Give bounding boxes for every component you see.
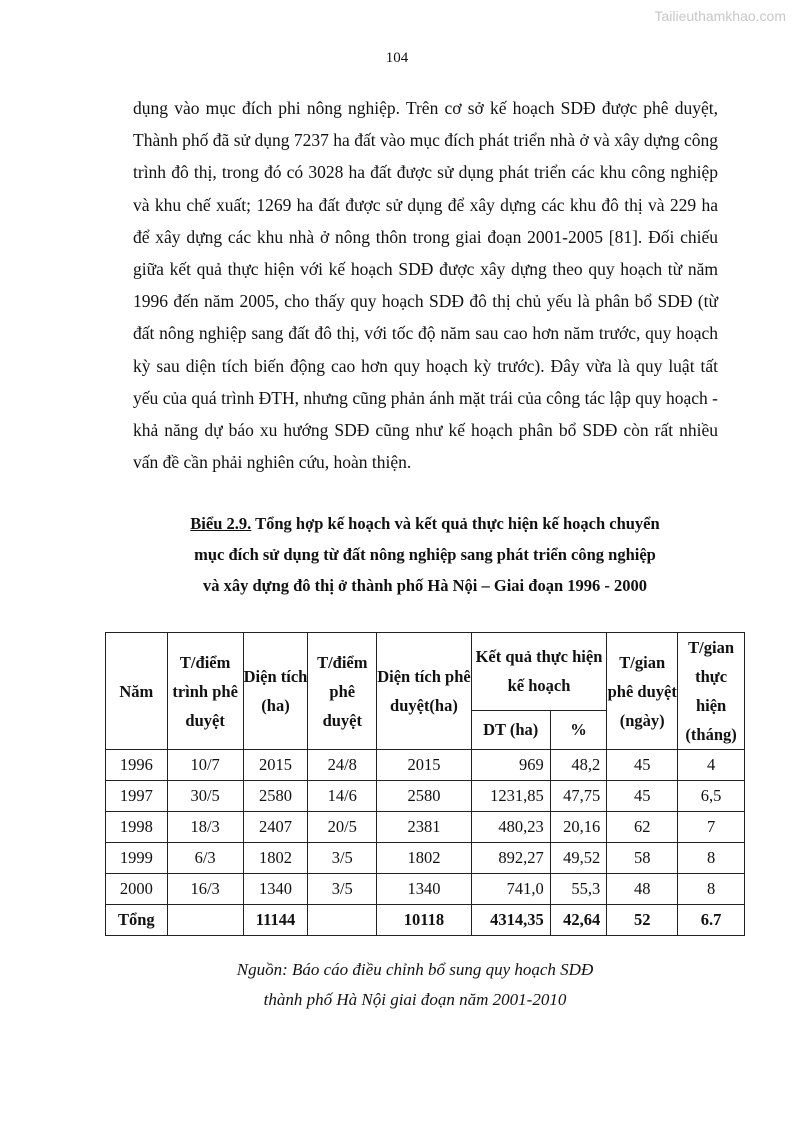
cell-approval-duration: 62 xyxy=(607,812,678,843)
cell-approval-duration: 58 xyxy=(607,843,678,874)
cell-total-result-area: 4314,35 xyxy=(471,905,550,936)
cell-approved-time: 3/5 xyxy=(308,843,377,874)
cell-approval-time: 16/3 xyxy=(167,874,243,905)
header-result-percent: % xyxy=(550,710,607,749)
table-row xyxy=(106,874,745,905)
cell-approval-duration: 45 xyxy=(607,781,678,812)
cell-approval-time: 18/3 xyxy=(167,812,243,843)
header-execution-duration: T/gian thực hiện (tháng) xyxy=(678,633,745,750)
caption-line-2: mục đích sử dụng từ đất nông nghiệp sang phát triển công nghiệp xyxy=(194,545,656,564)
cell-execution-duration: 7 xyxy=(678,812,745,843)
cell-total-approved-area: 10118 xyxy=(377,905,472,936)
cell-area: 1340 xyxy=(243,874,308,905)
cell-result-percent: 49,52 xyxy=(550,843,607,874)
table-row xyxy=(106,843,745,874)
cell-approved-area: 2381 xyxy=(377,812,472,843)
header-approved-time: T/điểm phê duyệt xyxy=(308,633,377,750)
cell-area: 2015 xyxy=(243,750,308,781)
cell-result-area: 1231,85 xyxy=(471,781,550,812)
cell-year: 1998 xyxy=(106,812,168,843)
cell-area: 2580 xyxy=(243,781,308,812)
watermark: Tailieuthamkhao.com xyxy=(654,8,786,24)
table-caption xyxy=(120,508,730,601)
cell-area: 1802 xyxy=(243,843,308,874)
cell-approval-time: 6/3 xyxy=(167,843,243,874)
cell-approved-time: 20/5 xyxy=(308,812,377,843)
cell-total-execution-duration: 6.7 xyxy=(678,905,745,936)
cell-approved-area: 2015 xyxy=(377,750,472,781)
cell-approval-time: 30/5 xyxy=(167,781,243,812)
header-approval-time: T/điểm trình phê duyệt xyxy=(167,633,243,750)
source-line-2: thành phố Hà Nội giai đoạn năm 2001-2010 xyxy=(263,990,567,1009)
caption-line-1 xyxy=(120,508,730,539)
cell-result-percent: 55,3 xyxy=(550,874,607,905)
land-plan-table xyxy=(105,632,745,936)
cell-total-approved-time xyxy=(308,905,377,936)
cell-year: 1997 xyxy=(106,781,168,812)
table-total-row xyxy=(106,905,745,936)
cell-year: 2000 xyxy=(106,874,168,905)
cell-execution-duration: 8 xyxy=(678,843,745,874)
caption-line-3: và xây dựng đô thị ở thành phố Hà Nội – Giai đoạn 1996 - 2000 xyxy=(202,576,647,595)
table-row xyxy=(106,750,745,781)
cell-total-result-percent: 42,64 xyxy=(550,905,607,936)
header-approved-area: Diện tích phê duyệt(ha) xyxy=(377,633,472,750)
cell-total-approval-duration: 52 xyxy=(607,905,678,936)
cell-execution-duration: 6,5 xyxy=(678,781,745,812)
header-year: Năm xyxy=(106,633,168,750)
table-row xyxy=(106,781,745,812)
header-area: Diện tích (ha) xyxy=(243,633,308,750)
cell-approved-area: 2580 xyxy=(377,781,472,812)
cell-approved-time: 24/8 xyxy=(308,750,377,781)
cell-execution-duration: 4 xyxy=(678,750,745,781)
cell-area: 2407 xyxy=(243,812,308,843)
cell-approved-area: 1340 xyxy=(377,874,472,905)
caption-title-1: Tổng hợp kế hoạch và kết quả thực hiện kế hoạch chuyển xyxy=(255,514,660,533)
cell-total-label: Tổng xyxy=(106,905,168,936)
cell-total-approval-time xyxy=(167,905,243,936)
body-paragraph: dụng vào mục đích phi nông nghiệp. Trên cơ sở kế hoạch SDĐ được phê duyệt, Thành phố đã sử dụng 7237 ha đất vào mục đích phát triển nhà ở và xây dựng công trình đô thị, trong đó có 3028 ha đất được sử dụng phát triển các khu công nghiệp và khu chế xuất; 1269 ha đất được sử dụng để xây dựng các khu đô thị và 229 ha để xây dựng các khu nhà ở nông thôn trong giai đoạn 2001-2005 [81]. Đối chiếu giữa kết quả thực hiện với kế hoạch SDĐ được xây dựng theo quy hoạch từ năm 1996 đến năm 2005, cho thấy quy hoạch SDĐ đô thị chủ yếu là phân bổ SDĐ (từ đất nông nghiệp sang đất đô thị, với tốc độ năm sau cao hơn năm trước, quy hoạch kỳ sau diện tích biến động cao hơn quy hoạch kỳ trước). Đây vừa là quy luật tất yếu của quá trình ĐTH, nhưng cũng phản ánh mặt trái của công tác lập quy hoạch - khả năng dự báo xu hướng SDĐ cũng như kế hoạch phân bổ SDĐ còn rất nhiều vấn đề cần phải nghiên cứu, hoàn thiện. xyxy=(133,98,718,473)
table-row xyxy=(106,812,745,843)
source-note xyxy=(120,955,710,1015)
header-result-area: DT (ha) xyxy=(471,710,550,749)
header-approval-duration: T/gian phê duyệt (ngày) xyxy=(607,633,678,750)
caption-label: Biểu 2.9. xyxy=(190,514,252,533)
cell-total-area: 11144 xyxy=(243,905,308,936)
cell-result-area: 480,23 xyxy=(471,812,550,843)
cell-year: 1996 xyxy=(106,750,168,781)
cell-approval-duration: 45 xyxy=(607,750,678,781)
cell-result-percent: 47,75 xyxy=(550,781,607,812)
cell-approval-time: 10/7 xyxy=(167,750,243,781)
cell-result-area: 969 xyxy=(471,750,550,781)
cell-approved-time: 14/6 xyxy=(308,781,377,812)
page-number: 104 xyxy=(385,50,409,66)
cell-approved-time: 3/5 xyxy=(308,874,377,905)
cell-approved-area: 1802 xyxy=(377,843,472,874)
cell-approval-duration: 48 xyxy=(607,874,678,905)
cell-execution-duration: 8 xyxy=(678,874,745,905)
header-result: Kết quả thực hiện kế hoạch xyxy=(471,633,607,711)
cell-result-area: 741,0 xyxy=(471,874,550,905)
cell-result-area: 892,27 xyxy=(471,843,550,874)
cell-result-percent: 48,2 xyxy=(550,750,607,781)
cell-year: 1999 xyxy=(106,843,168,874)
cell-result-percent: 20,16 xyxy=(550,812,607,843)
source-line-1: Nguồn: Báo cáo điều chỉnh bổ sung quy hoạch SDĐ xyxy=(236,960,594,979)
